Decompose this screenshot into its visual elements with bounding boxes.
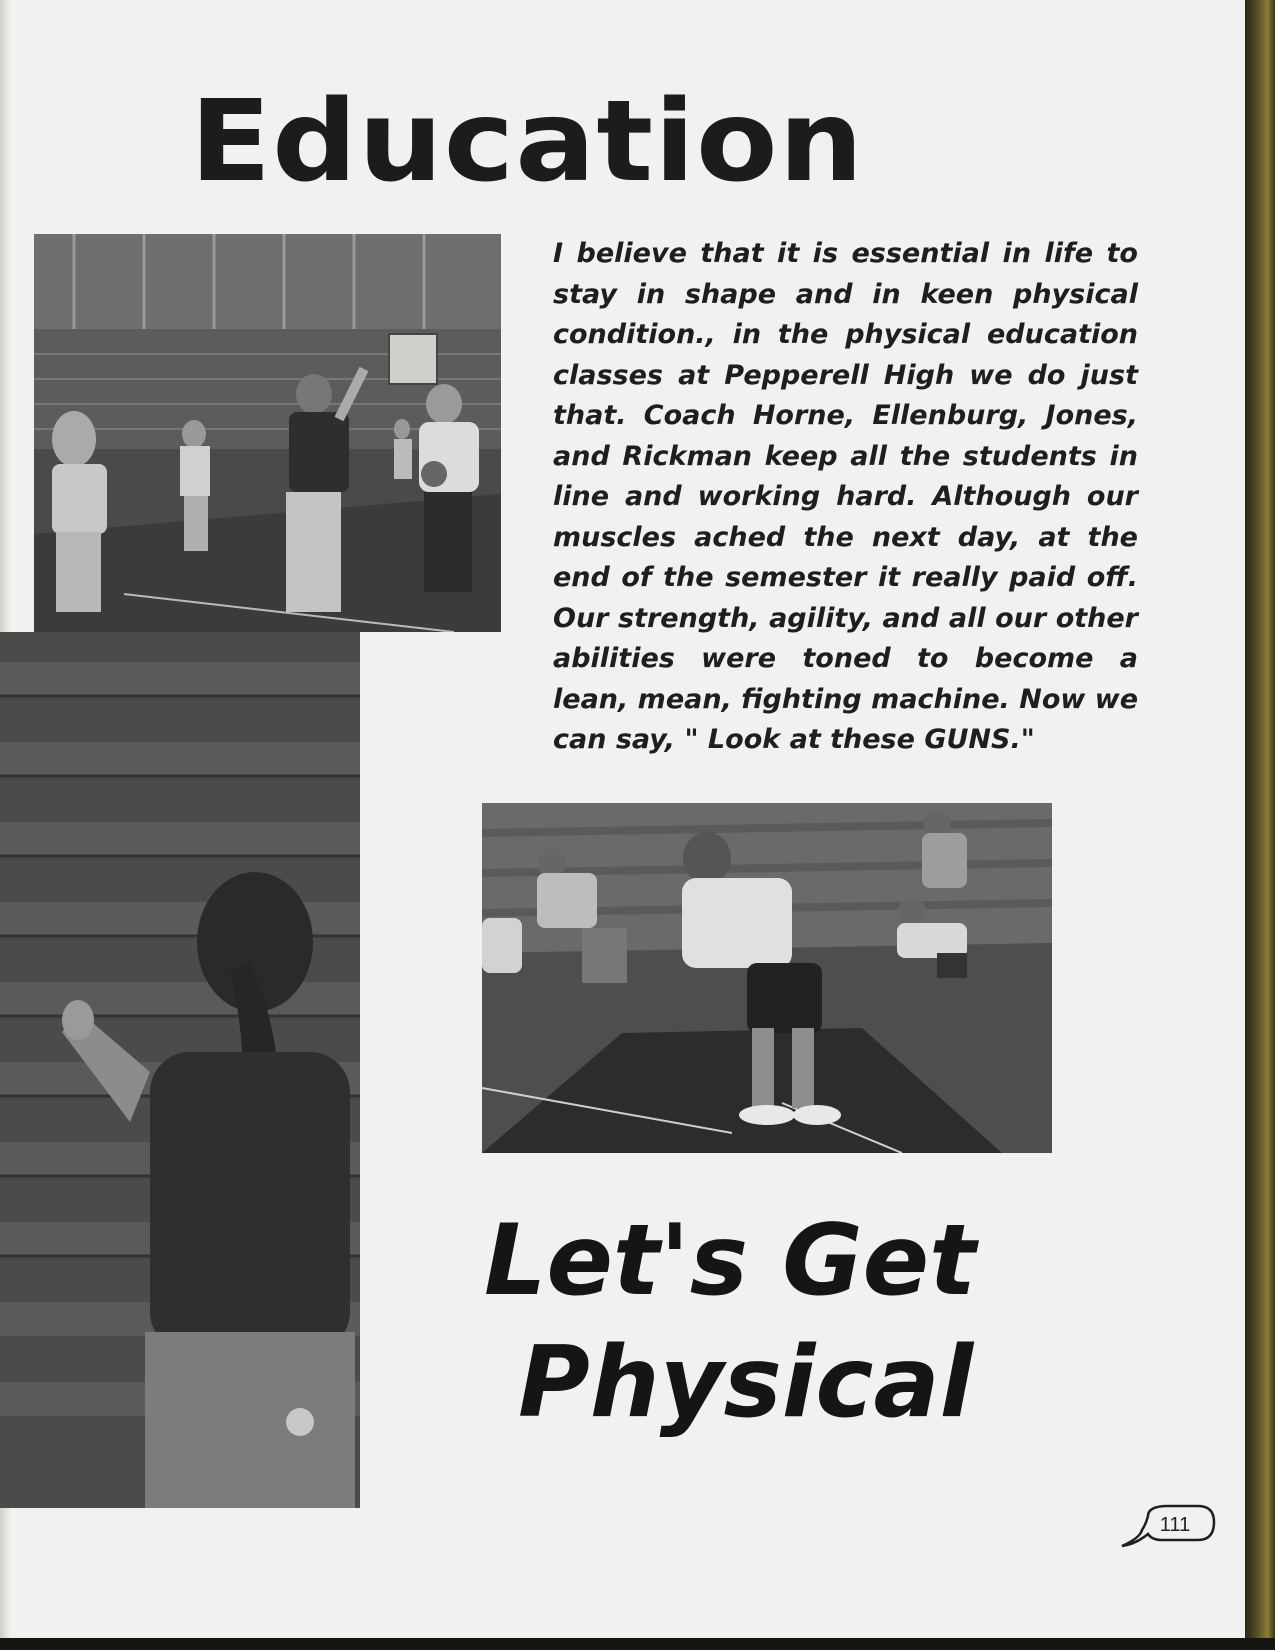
book-binding-edge (1245, 0, 1275, 1650)
photo-student-bleachers (0, 632, 360, 1508)
page-number: 111 (1159, 1514, 1191, 1536)
article-body: I believe that it is essential in life to stay in shape and in keen physical condition., in the physical education classes at Pepperell High we do just that. Coach Horne, Ellenburg, Jones, and Rickman keep all the students in line and working hard. Although our muscles ached the next day, at the end of the semester it really paid off. Our strength, agility, and all our other abilities were toned to become a lean, mean, fighting machine. Now we can say, " Look at these GUNS." (553, 238, 1138, 755)
photo-students-stretching (482, 803, 1052, 1153)
headline-line-2: Physical (518, 1326, 974, 1440)
headline (482, 1200, 1042, 1444)
page-title: Education (190, 77, 865, 207)
photo-basketball-gym (34, 234, 501, 632)
scan-bottom-edge (0, 1638, 1275, 1650)
headline-line-1: Let's Get (484, 1204, 976, 1318)
